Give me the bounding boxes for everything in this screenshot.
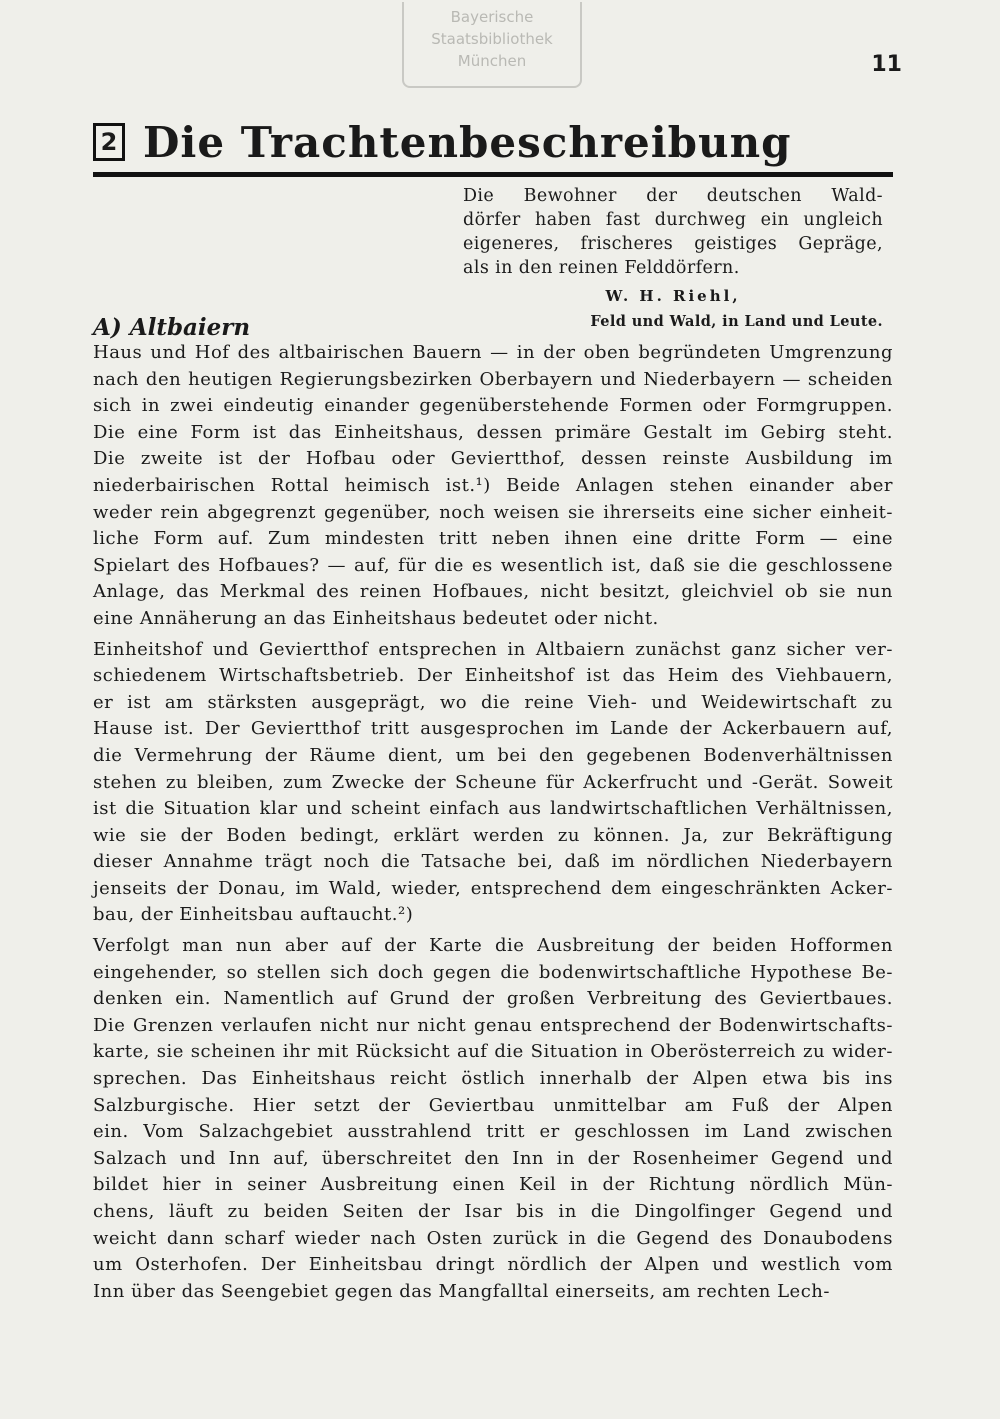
text-line: chens, läuft zu beiden Seiten der Isar bis in die Dingolfinger Gegend und (93, 1201, 893, 1222)
epigraph-source: Feld und Wald, in Land und Leute. (590, 313, 883, 330)
text-line: niederbairischen Rottal heimisch ist.¹) Beide Anlagen stehen einander aber (93, 474, 893, 496)
text-line: Verfolgt man nun aber auf der Karte die Ausbreitung der beiden Hofformen (93, 935, 893, 957)
text-line: bildet hier in seiner Ausbreitung einen Keil in der Richtung nördlich Mün- (93, 1174, 893, 1196)
chapter-heading (93, 112, 893, 172)
text-line: Inn über das Seengebiet gegen das Mangfalltal einerseits, am rechten Lech- (93, 1280, 830, 1302)
body-text (93, 340, 893, 1309)
text-line: wie sie der Boden bedingt, erklärt werden zu können. Ja, zur Bekräftigung (93, 824, 893, 846)
text-line: Einheitshof und Geviertthof entsprechen in Altbaiern zunächst ganz sicher ver- (93, 638, 893, 660)
text-line: weicht dann scharf wieder nach Osten zurück in die Gegend des Donaubodens (93, 1227, 893, 1249)
text-line: ist die Situation klar und scheint einfach aus landwirtschaftlichen Verhältnissen, (93, 798, 893, 820)
text-line: Die Grenzen verlaufen nicht nur nicht genau entsprechend der Bodenwirtschafts- (93, 1014, 893, 1036)
stamp-line: München (457, 52, 527, 70)
stamp-line: Bayerische (450, 8, 534, 26)
paragraph (93, 340, 893, 633)
text-line: Anlage, das Merkmal des reinen Hofbaues, nicht besitzt, gleichviel ob sie nun (93, 581, 893, 603)
text-line: nach den heutigen Regierungsbezirken Oberbayern und Niederbayern — scheiden (93, 368, 893, 390)
text-line: liche Form auf. Zum mindesten tritt neben ihnen eine dritte Form — eine (93, 528, 893, 550)
chapter-title: Die Trachtenbeschreibung (143, 117, 792, 167)
paragraph (93, 933, 893, 1305)
text-line: eine Annäherung an das Einheitshaus bedeutet oder nicht. (93, 607, 659, 629)
epigraph-line: dörfer haben fast durchweg ein ungleich (463, 210, 883, 230)
text-line: sich in zwei eindeutig einander gegenüberstehende Formen oder Formgruppen. (93, 395, 893, 417)
epigraph-line: Die Bewohner der deutschen Wald- (463, 186, 883, 206)
text-line: er ist am stärksten ausgeprägt, wo die reine Vieh- und Weidewirtschaft zu (93, 691, 893, 713)
text-line: Die eine Form ist das Einheitshaus, dessen primäre Gestalt im Gebirg steht. (93, 421, 893, 443)
epigraph-author: W. H. Riehl, (605, 287, 741, 305)
stamp-line: Staatsbibliothek (431, 30, 553, 48)
text-line: um Osterhofen. Der Einheitsbau dringt nördlich der Alpen und westlich vom (93, 1254, 893, 1276)
text-line: stehen zu bleiben, zum Zwecke der Scheune für Ackerfrucht und -Gerät. Soweit (93, 771, 893, 793)
text-line: Hause ist. Der Geviertthof tritt ausgesprochen im Lande der Ackerbauern auf, (93, 718, 893, 740)
text-line: sprechen. Das Einheitshaus reicht östlich innerhalb der Alpen etwa bis ins (93, 1068, 893, 1090)
paragraph (93, 637, 893, 930)
epigraph-quote (463, 184, 883, 280)
text-line: bau, der Einheitsbau auftaucht.²) (93, 904, 414, 926)
text-line: weder rein abgegrenzt gegenüber, noch weisen sie ihrerseits eine sicher einheit- (93, 501, 893, 523)
text-line: denken ein. Namentlich auf Grund der großen Verbreitung des Geviertbaues. (93, 988, 893, 1010)
epigraph (463, 184, 883, 334)
text-line: schiedenem Wirtschaftsbetrieb. Der Einheitshof ist das Heim des Viehbauern, (93, 665, 893, 687)
epigraph-line: eigeneres, frischeres geistiges Gepräge, (463, 234, 883, 254)
text-line: eingehender, so stellen sich doch gegen die bodenwirtschaftliche Hypothese Be- (93, 961, 893, 983)
text-line: Haus und Hof des altbairischen Bauern — in der oben begründeten Umgrenzung (93, 342, 893, 363)
text-line: Spielart des Hofbaues? — auf, für die es wesentlich ist, daß sie die geschlossene (93, 554, 893, 576)
page-number: 11 (871, 52, 902, 77)
text-line: dieser Annahme trägt noch die Tatsache bei, daß im nördlichen Niederbayern (93, 851, 893, 873)
chapter-number: 2 (93, 123, 125, 161)
text-line: Salzburgische. Hier setzt der Geviertbau unmittelbar am Fuß der Alpen (93, 1094, 893, 1116)
text-line: ein. Vom Salzachgebiet ausstrahlend tritt er geschlossen im Land zwischen (93, 1121, 893, 1143)
text-line: Salzach und Inn auf, überschreitet den Inn in der Rosenheimer Gegend und (93, 1147, 893, 1169)
text-line: jenseits der Donau, im Wald, wieder, entsprechend dem eingeschränkten Acker- (93, 877, 893, 899)
text-line: die Vermehrung der Räume dient, um bei den gegebenen Bodenverhältnissen (93, 744, 893, 766)
epigraph-line: als in den reinen Felddörfern. (463, 258, 740, 278)
section-heading: A) Altbaiern (93, 314, 251, 341)
text-line: karte, sie scheinen ihr mit Rücksicht auf die Situation in Oberösterreich zu wider- (93, 1041, 893, 1063)
title-rule (93, 172, 893, 177)
text-line: Die zweite ist der Hofbau oder Geviertthof, dessen reinste Ausbildung im (93, 448, 893, 470)
library-stamp (402, 2, 582, 88)
